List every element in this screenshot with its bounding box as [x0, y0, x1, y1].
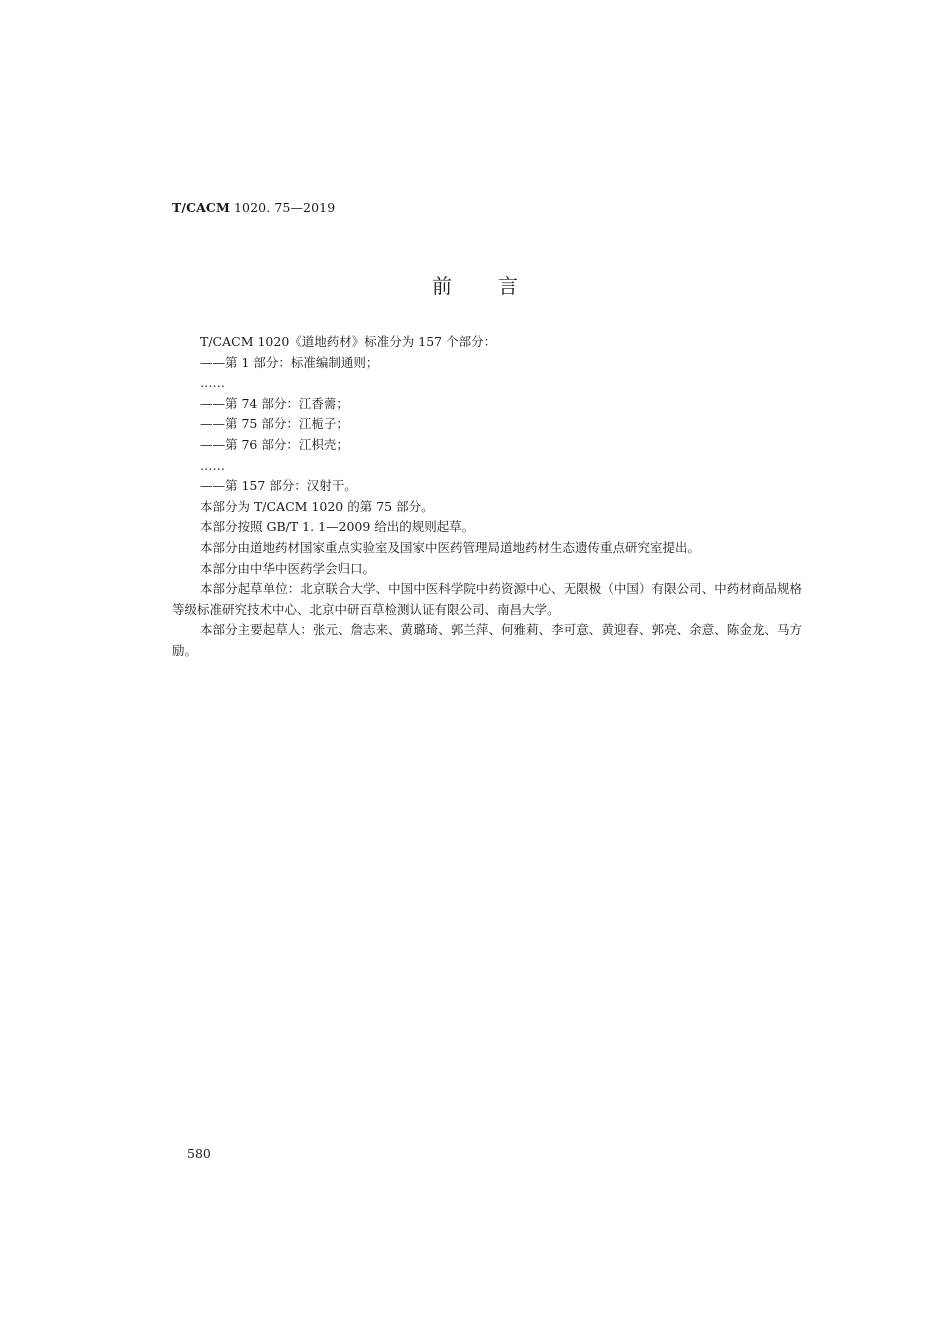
intro-line: T/CACM 1020《道地药材》标准分为 157 个部分：	[200, 334, 497, 349]
ellipsis: ……	[200, 375, 225, 391]
paragraph: 本部分由中华中医药学会归口。	[200, 560, 376, 576]
page-title: 前言	[432, 274, 564, 298]
ellipsis: ……	[200, 457, 225, 473]
standard-code-prefix: T/CACM	[172, 200, 230, 215]
list-item: ——第 1 部分：标准编制通则；	[200, 354, 379, 370]
drafters-paragraph: 本部分主要起草人：张元、詹志来、黄璐琦、郭兰萍、何雅莉、李可意、黄迎春、郭亮、余意、陈金龙、马方励。	[172, 622, 802, 658]
list-item: ——第 76 部分：江枳壳；	[200, 436, 349, 452]
list-item: ——第 157 部分：汉射干。	[200, 478, 357, 494]
foreword-body	[172, 332, 802, 662]
drafting-units-paragraph: 本部分起草单位：北京联合大学、中国中医科学院中药资源中心、无限极（中国）有限公司、中药材商品规格等级标准研究技术中心、北京中研百草检测认证有限公司、南昌大学。	[172, 581, 802, 617]
list-item: ——第 75 部分：江栀子；	[200, 416, 349, 432]
standard-code	[172, 200, 335, 215]
page-number: 580	[187, 1146, 211, 1161]
paragraph: 本部分为 T/CACM 1020 的第 75 部分。	[200, 498, 434, 514]
list-item: ——第 74 部分：江香薷；	[200, 395, 349, 411]
paragraph: 本部分按照 GB/T 1. 1—2009 给出的规则起草。	[200, 519, 475, 535]
standard-code-number: 1020. 75—2019	[229, 200, 336, 215]
paragraph: 本部分由道地药材国家重点实验室及国家中医药管理局道地药材生态遗传重点研究室提出。	[200, 539, 701, 555]
